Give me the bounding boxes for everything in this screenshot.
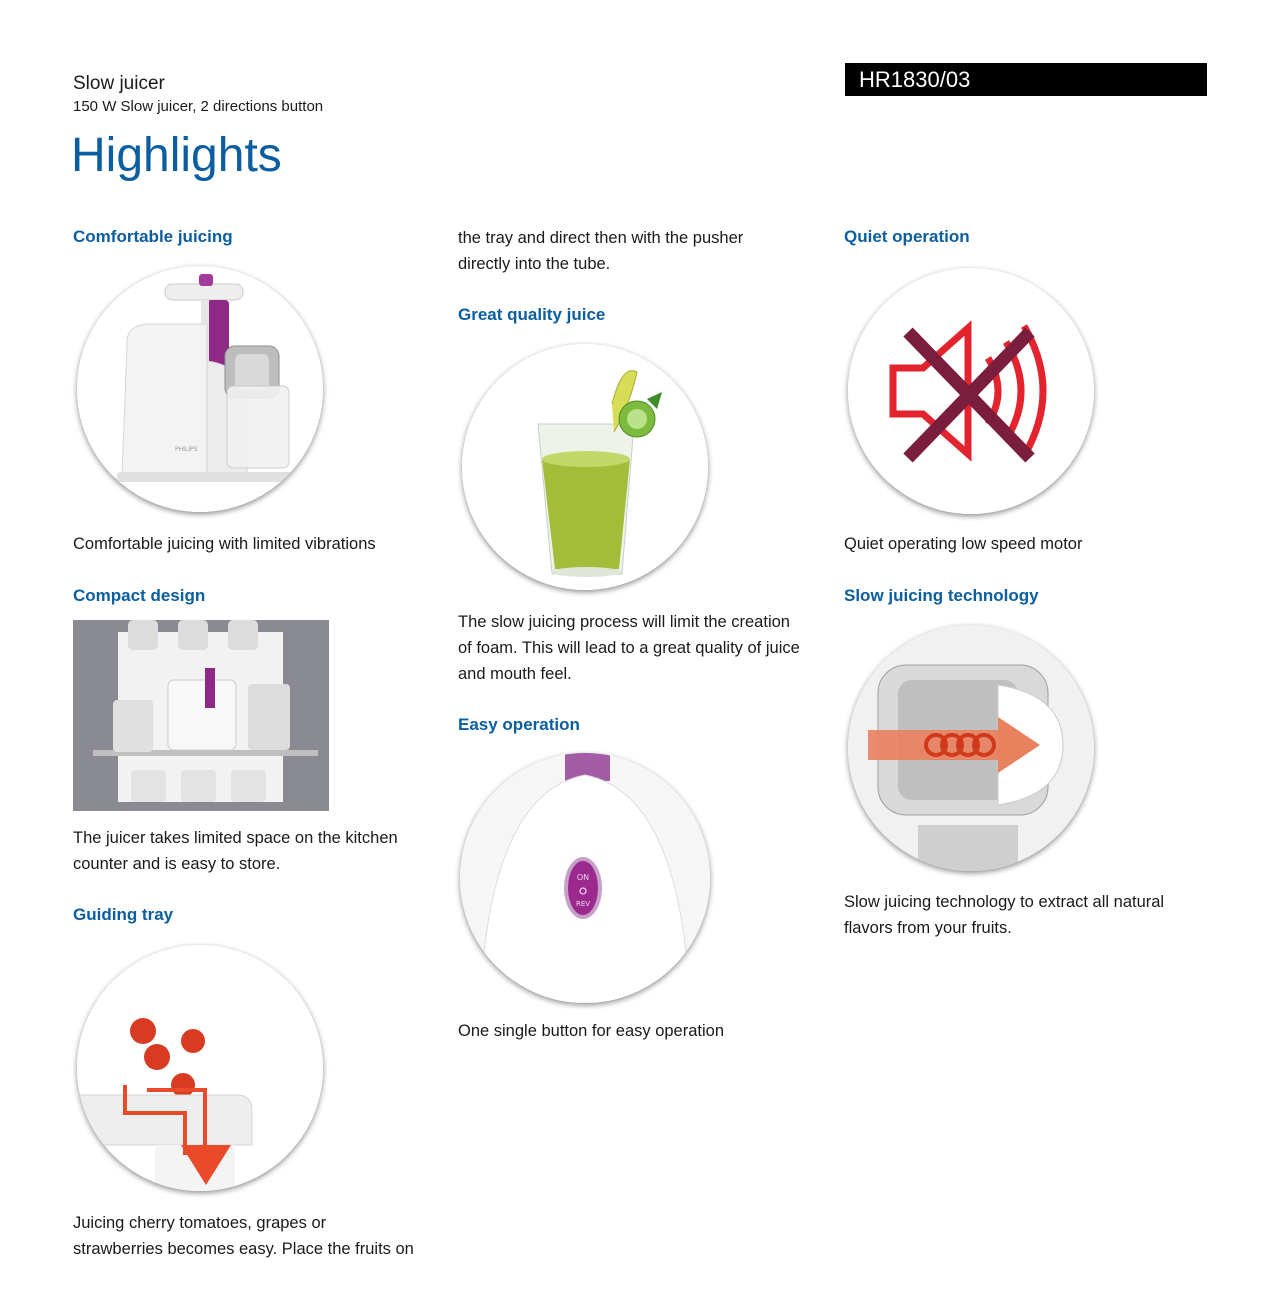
text-slow-juicing-technology [844,889,1164,941]
heading-great-quality-juice: Great quality juice [458,305,606,324]
heading-easy-operation: Easy operation [458,715,580,734]
muted-speaker-icon [848,268,1094,514]
heading-compact-design: Compact design [73,586,206,605]
button-rev-label: REV [575,900,591,908]
kitchen-shelf-illustration [73,620,329,811]
slow-juicing-technology-image [848,625,1094,871]
compact-design-image [73,620,329,811]
guiding-tray-image [77,945,323,1191]
heading-guiding-tray: Guiding tray [73,905,174,924]
text-quality-line-1: The slow juicing process will limit the creation [458,613,790,631]
text-easy-operation: One single button for easy operation [458,1022,725,1040]
comfortable-juicing-image [77,266,323,512]
text-compact-design [73,825,398,877]
text-compact-line-2: counter and is easy to store. [73,855,281,873]
brand-label: PHILIPS [175,446,198,453]
heading-slow-juicing-technology: Slow juicing technology [844,586,1039,605]
text-comfortable-juicing: Comfortable juicing with limited vibrations [73,535,376,553]
product-name: Slow juicer [73,73,165,94]
heading-quiet-operation: Quiet operation [844,227,970,246]
text-continued-line-1: the tray and direct then with the pusher [458,229,744,247]
text-guiding-line-2: strawberries becomes easy. Place the fruits on [73,1240,414,1258]
product-description: 150 W Slow juicer, 2 directions button [73,98,324,115]
text-great-quality-juice [458,609,800,687]
text-quality-line-3: and mouth feel. [458,665,572,683]
text-guiding-line-1: Juicing cherry tomatoes, grapes or [73,1214,327,1232]
text-continued-line-2: directly into the tube. [458,255,611,273]
easy-operation-image [460,753,710,1003]
text-compact-line-1: The juicer takes limited space on the kitchen [73,829,398,847]
text-slow-line-1: Slow juicing technology to extract all natural [844,893,1165,911]
text-guiding-continued [458,225,743,277]
great-quality-juice-image [462,344,708,590]
juice-glass-illustration [462,344,708,590]
tomatoes-tray-illustration [77,945,323,1191]
quiet-operation-image [848,268,1094,514]
on-rev-button-illustration [460,753,710,1003]
text-quality-line-2: of foam. This will lead to a great quality of juice [458,639,800,657]
model-number-bar: HR1830/03 [845,63,1207,96]
auger-illustration [848,625,1094,871]
page-title: Highlights [71,129,282,182]
text-guiding-tray [73,1210,414,1262]
juicer-illustration [77,266,323,512]
text-slow-line-2: flavors from your fruits. [844,919,1012,937]
button-on-label: ON [576,873,590,882]
heading-comfortable-juicing: Comfortable juicing [73,227,233,246]
text-quiet-operation: Quiet operating low speed motor [844,535,1083,553]
